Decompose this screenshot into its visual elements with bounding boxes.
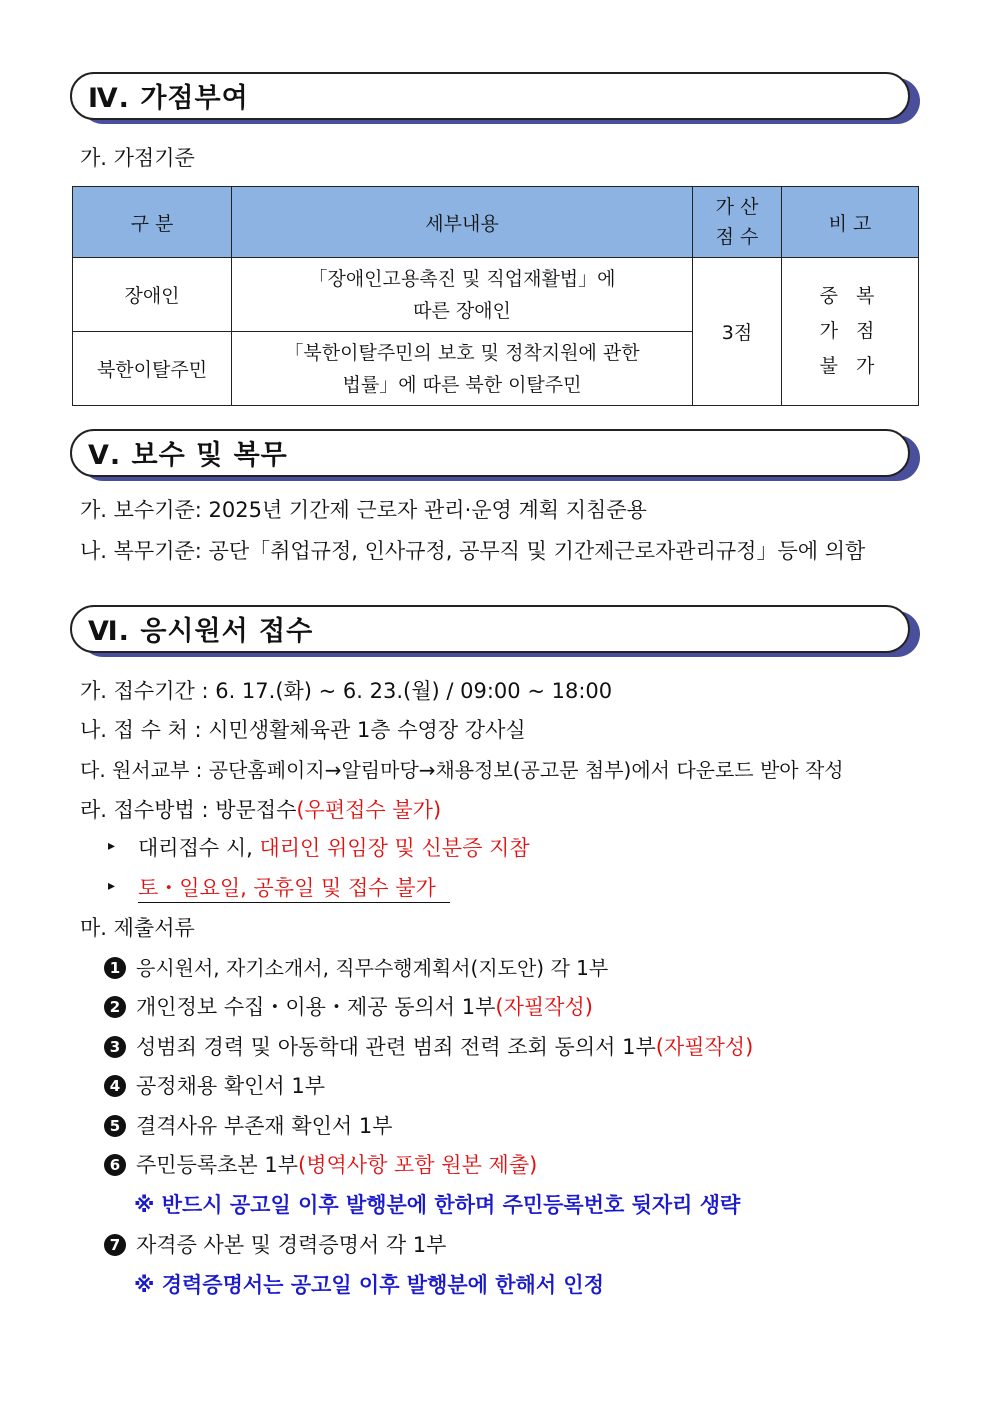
points-cell: 3점 [693,258,782,406]
resident-register-note: ※ 반드시 공고일 이후 발행분에 한하며 주민등록번호 뒷자리 생략 [134,1193,741,1217]
table-row [73,258,919,332]
number-4-icon: 4 [104,1075,126,1097]
row2-detail: 「북한이탈주민의 보호 및 정착지원에 관한 법률」에 따른 북한 이탈주민 [232,332,693,406]
section-6-header [70,605,920,659]
application-place: 나. 접 수 처 : 시민생활체육관 1층 수영장 강사실 [80,718,526,742]
document-item-3: 3 성범죄 경력 및 아동학대 관련 범죄 전력 조회 동의서 1부(자필작성) [104,1031,753,1061]
duty-criteria: 나. 복무기준: 공단「취업규정, 인사규정, 공무직 및 기간제근로자관리규정」등에 의함 [80,539,866,563]
section-6-title: Ⅵ. 응시원서 접수 [88,616,314,647]
documents-title: 마. 제출서류 [80,916,195,940]
header-note: 비 고 [782,187,919,258]
proxy-note: 대리접수 시, 대리인 위임장 및 신분증 지참 [138,836,530,860]
holiday-note: 토・일요일, 공휴일 및 접수 불가 [138,872,450,903]
number-3-icon: 3 [104,1036,126,1058]
row2-category: 북한이탈주민 [73,332,232,406]
bonus-criteria-subtitle: 가. 가점기준 [80,146,195,170]
document-item-1: 1 응시원서, 자기소개서, 직무수행계획서(지도안) 각 1부 [104,952,608,981]
triangle-bullet-icon: ▸ [108,838,116,854]
number-1-icon: 1 [104,957,126,979]
row1-detail: 「장애인고용촉진 및 직업재활법」에 따른 장애인 [232,258,693,332]
table-header-row [73,187,919,258]
note-cell: 중 복 가 점 불 가 [782,258,919,406]
document-item-5: 5 결격사유 부존재 확인서 1부 [104,1110,393,1140]
document-item-4: 4 공정채용 확인서 1부 [104,1070,325,1100]
section-5-title: Ⅴ. 보수 및 복무 [88,440,288,471]
header-points: 가 산 점 수 [693,187,782,258]
document-item-7: 7 자격증 사본 및 경력증명서 각 1부 [104,1229,446,1259]
header-category: 구 분 [73,187,232,258]
triangle-bullet-icon: ▸ [108,878,116,894]
section-4-header [70,72,920,126]
document-item-2: 2 개인정보 수집・이용・제공 동의서 1부(자필작성) [104,991,593,1021]
number-2-icon: 2 [104,996,126,1018]
application-form: 다. 원서교부 : 공단홈페이지→알림마당→채용정보(공고문 첨부)에서 다운로드 받아 작성 [80,758,844,782]
number-6-icon: 6 [104,1154,126,1176]
application-period: 가. 접수기간 : 6. 17.(화) ~ 6. 23.(월) / 09:00 ~ 18:00 [80,679,613,703]
number-7-icon: 7 [104,1234,126,1256]
row1-category: 장애인 [73,258,232,332]
header-detail: 세부내용 [232,187,693,258]
section-5-header [70,429,920,483]
section-4-title: Ⅳ. 가점부여 [88,83,249,114]
document-item-6: 6 주민등록초본 1부(병역사항 포함 원본 제출) [104,1149,537,1179]
bonus-table [72,186,919,406]
career-certificate-note: ※ 경력증명서는 공고일 이후 발행분에 한해서 인정 [134,1273,605,1297]
application-method: 라. 접수방법 : 방문접수(우편접수 불가) [80,798,442,822]
number-5-icon: 5 [104,1115,126,1137]
pay-criteria: 가. 보수기준: 2025년 기간제 근로자 관리·운영 계획 지침준용 [80,498,647,522]
